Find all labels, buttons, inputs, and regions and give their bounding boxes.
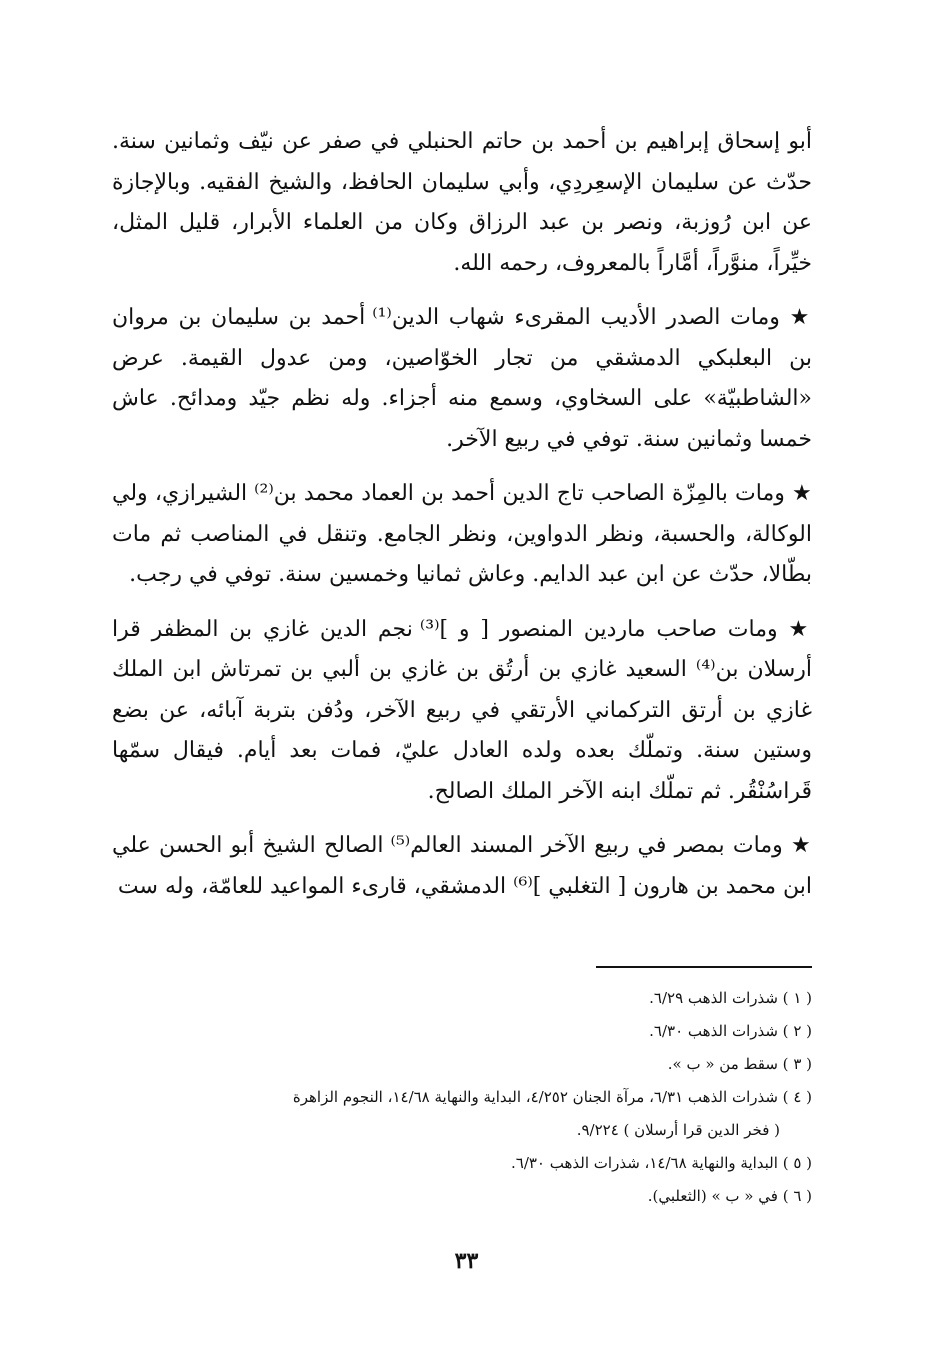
- footnote-1: ( ١ ) شذرات الذهب ٦/٢٩.: [649, 989, 812, 1007]
- footnote-separator: [596, 966, 812, 968]
- footnote-2: ( ٢ ) شذرات الذهب ٦/٣٠.: [649, 1022, 812, 1040]
- page-number: ٣٣: [454, 1248, 479, 1274]
- footnote-5: ( ٥ ) البداية والنهاية ١٤/٦٨، شذرات الذهب ٦/٣٠.: [510, 1154, 812, 1172]
- footnote-3: ( ٣ ) سقط من « ب ».: [667, 1055, 812, 1073]
- paragraph: ★ ومات بمصر في ربيع الآخر المسند العالم⁽⁵⁾ الصالح الشيخ أبو الحسن علي ابن محمد بن هارون [ التغلبي ]⁽⁶⁾ الدمشقي، قارىء المواعيد للعامّة، وله ست: [112, 833, 812, 899]
- paragraph: أبو إسحاق إبراهيم بن أحمد بن حاتم الحنبلي في صفر عن نيّف وثمانين سنة. حدّث عن سليمان الإسعِردِي، وأبي سليمان الحافظ، والشيخ الفقيه. وبالإجازة عن ابن رُوزبة، ونصر بن عبد الرزاق وكان من العلماء الأبرار، قليل المثل، خيِّراً، منوَّراً، أمَّاراً بالمعروف، رحمه الله.: [112, 129, 812, 276]
- paragraph: ★ ومات الصدر الأديب المقرىء شهاب الدين⁽¹⁾ أحمد بن سليمان بن مروان بن البعلبكي الدمشقي من تجار الخوّاصين، ومن عدول القيمة. عرض «الشاطبيّة» على السخاوي، وسمع منه أجزاء. وله نظم جيّد ومدائح. عاش خمسا وثمانين سنة. توفي في ربيع الآخر.: [112, 305, 812, 452]
- footnotes: [112, 982, 812, 1213]
- paragraph: ★ ومات بالمِزّة الصاحب تاج الدين أحمد بن العماد محمد بن⁽²⁾ الشيرازي، ولي الوكالة، والحسبة، ونظر الدواوين، ونظر الجامع. وتنقل في المناصب ثم مات بطّالا، حدّث عن ابن عبد الدايم. وعاش ثمانيا وخمسين سنة. توفي في رجب.: [112, 481, 812, 587]
- footnote-6: ( ٦ ) في « ب » (الثعلبي).: [647, 1187, 812, 1205]
- paragraph: ★ ومات صاحب ماردين المنصور [ و ]⁽³⁾ نجم الدين غازي بن المظفر قرا أرسلان بن⁽⁴⁾ السعيد غازي بن أرتُق بن غازي بن ألبي بن تمرتاش ابن الملك غازي بن أرتق التركماني الأرتقي في ربيع الآخر، ودُفن بتربة آبائه، عن بضع وستين سنة. وتملّك بعده ولده العادل عليّ، فمات بعد أيام. فيقال سمّها قَراسُنْقُر. ثم تملّك ابنه الآخر الملك الصالح.: [112, 616, 812, 804]
- footnote-4: ( ٤ ) شذرات الذهب ٦/٣١، مرآة الجنان ٤/٢٥٢، البداية والنهاية ١٤/٦٨، النجوم الزاهرة: [292, 1088, 812, 1106]
- main-text: [112, 122, 812, 907]
- footnote-4-continuation: ( فخر الدين قرا أرسلان ) ٩/٢٢٤.: [576, 1121, 780, 1139]
